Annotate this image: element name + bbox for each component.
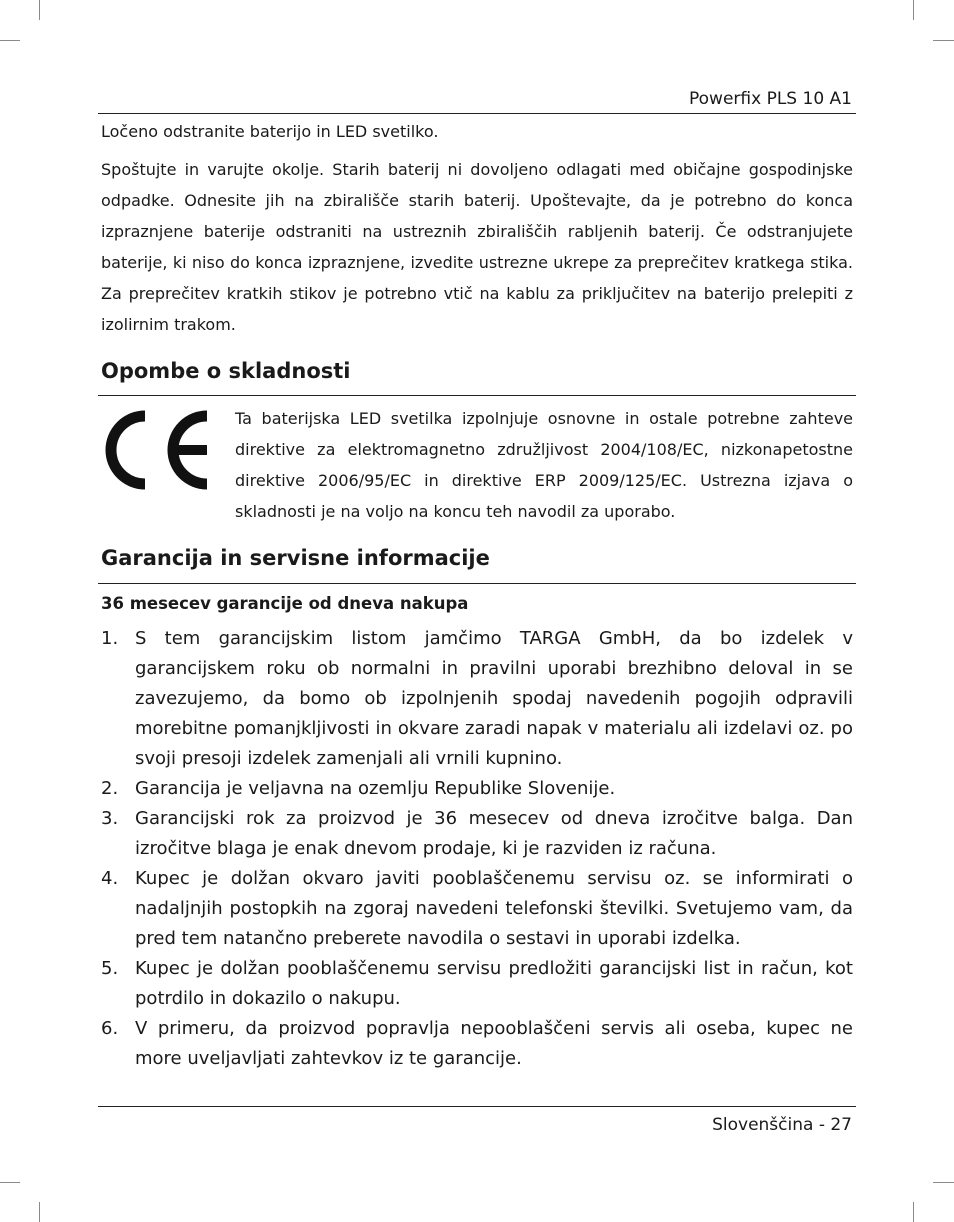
- page-header: [98, 86, 856, 114]
- crop-mark-top-right-h: [933, 40, 954, 41]
- warranty-heading: Garancija in servisne informacije: [101, 546, 490, 570]
- warranty-term: [101, 774, 853, 804]
- crop-mark-bottom-right-h: [933, 1182, 954, 1183]
- term-number: 3.: [101, 808, 119, 829]
- compliance-heading: Opombe o skladnosti: [101, 359, 351, 383]
- warranty-term: [101, 864, 853, 954]
- warranty-term: [101, 804, 853, 864]
- warranty-term: [101, 1014, 853, 1074]
- product-name: Powerfix PLS 10 A1: [689, 89, 852, 109]
- warranty-heading-rule: [98, 583, 856, 584]
- term-number: 6.: [101, 1018, 119, 1039]
- term-text: V primeru, da proizvod popravlja nepooblaščeni servis ali oseba, kupec ne more uveljavljati zahtevkov iz te garancije.: [135, 1018, 853, 1069]
- page-number: Slovenščina - 27: [712, 1115, 852, 1135]
- environment-paragraph: Spoštujte in varujte okolje. Starih baterij ni dovoljeno odlagati med običajne gospodinjske odpadke. Odnesite jih na zbirališče starih baterij. Upoštevajte, da je potrebno do konca izpraznjene baterije odstraniti na ustreznih zbirališčih rabljenih baterij. Če odstranjujete baterije, ki niso do konca izpraznjene, izvedite ustrezne ukrepe za preprečitev kratkega stika. Za preprečitev kratkih stikov je potrebno vtič na kablu za priključitev na baterijo prelepiti z izolirnim trakom.: [101, 160, 853, 334]
- crop-mark-bottom-left-h: [0, 1182, 20, 1183]
- term-number: 2.: [101, 778, 119, 799]
- crop-mark-top-right-v: [913, 0, 914, 20]
- intro-section: [101, 114, 853, 340]
- warranty-section: [101, 594, 853, 1074]
- warranty-terms-list: [101, 624, 853, 1074]
- term-text: Kupec je dolžan pooblaščenemu servisu predložiti garancijski list in račun, kot potrdilo in dokazilo o nakupu.: [135, 958, 853, 1009]
- term-text: S tem garancijskim listom jamčimo TARGA GmbH, da bo izdelek v garancijskem roku ob normalni in pravilni uporabi brezhibno deloval in se zavezujemo, da bomo ob izpolnjenih spodaj navedenih pogojih odpravili morebitne pomanjkljivosti in okvare zaradi napak v materialu ali izdelavi oz. po svoji presoji izdelek zamenjali ali vrnili kupnino.: [135, 628, 853, 769]
- warranty-term: [101, 954, 853, 1014]
- crop-mark-bottom-right-v: [913, 1202, 914, 1222]
- warranty-term: [101, 624, 853, 774]
- term-text: Kupec je dolžan okvaro javiti pooblaščenemu servisu oz. se informirati o nadaljnjih postopkih na zgoraj navedeni telefonski številki. Svetujemo vam, da pred tem natančno preberete navodila o sestavi in uporabi izdelka.: [135, 868, 853, 949]
- page-footer: [98, 1106, 856, 1135]
- compliance-text: Ta baterijska LED svetilka izpolnjuje osnovne in ostale potrebne zahteve direktive za elektromagnetno združljivost 2004/108/EC, nizkonapetostne direktive 2006/95/EC in direktive ERP 2009/125/EC. Ustrezna izjava o skladnosti je na voljo na koncu teh navodil za uporabo.: [235, 409, 853, 521]
- term-number: 4.: [101, 868, 119, 889]
- compliance-heading-rule: [98, 395, 856, 396]
- crop-mark-bottom-left-v: [39, 1202, 40, 1222]
- term-text: Garancija je veljavna na ozemlju Republike Slovenije.: [135, 778, 616, 799]
- crop-mark-top-left-h: [0, 40, 20, 41]
- compliance-block: [101, 403, 853, 533]
- crop-mark-top-left-v: [39, 0, 40, 20]
- ce-mark-icon: [101, 410, 211, 490]
- warranty-subheading: 36 mesecev garancije od dneva nakupa: [101, 594, 469, 613]
- term-text: Garancijski rok za proizvod je 36 mesecev od dneva izročitve balga. Dan izročitve blaga je enak dnevom prodaje, ki je razviden iz računa.: [135, 808, 853, 859]
- battery-removal-note: Ločeno odstranite baterijo in LED svetilko.: [101, 122, 439, 141]
- term-number: 1.: [101, 628, 119, 649]
- term-number: 5.: [101, 958, 119, 979]
